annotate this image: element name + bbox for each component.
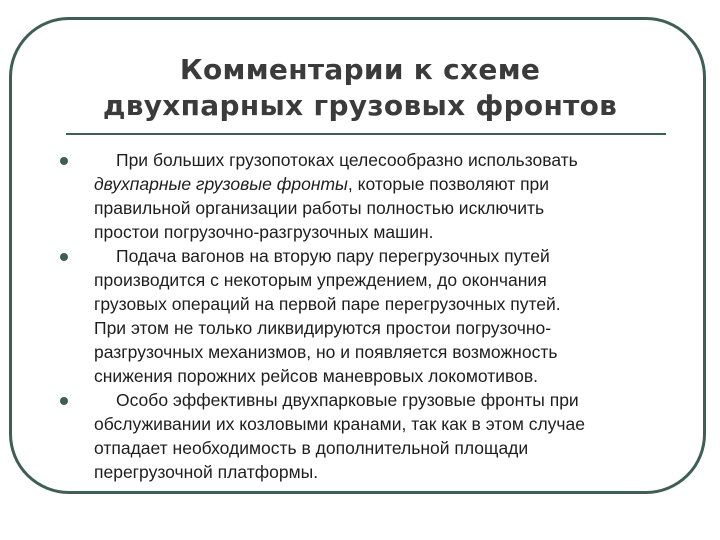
bullet-3-line-3: отпадает необходимость в дополнительной площади	[94, 438, 529, 458]
bullet-1-line-3: правильной организации работы полностью исключить	[94, 198, 545, 218]
bullet-item-3	[60, 388, 670, 484]
bullet-1-italic-term: двухпарные грузовые фронты	[94, 174, 348, 194]
bullet-2-line-3: грузовых операций на первой паре перегрузочных путей.	[94, 294, 561, 314]
bullet-2-line-2: производится с некоторым упреждением, до окончания	[94, 270, 547, 290]
bullet-2-line-1: Подача вагонов на вторую пару перегрузочных путей	[116, 246, 550, 266]
bullet-2-line-6: снижения порожних рейсов маневровых локомотивов.	[94, 366, 539, 386]
bullet-2-line-5: разгрузочных механизмов, но и появляется возможность	[94, 342, 558, 362]
bullet-1-line-1: При больших грузопотоках целесообразно использовать	[116, 150, 578, 170]
bullet-2-line-4: При этом не только ликвидируются простои погрузочно-	[94, 318, 552, 338]
bullet-dot-icon	[60, 157, 68, 165]
bullet-1-line-2-rest: , которые позволяют при	[347, 174, 550, 194]
bullet-3-line-2: обслуживании их козловыми кранами, так как в этом случае	[94, 414, 585, 434]
bullet-3-line-1: Особо эффективны двухпарковые грузовые фронты при	[116, 390, 579, 410]
title-line-1: Комментарии к схеме	[179, 53, 541, 86]
bullet-item-2	[60, 244, 670, 388]
bullet-1-line-2	[94, 172, 670, 196]
title-line-2: двухпарных грузовых фронтов	[102, 89, 618, 122]
bullet-list	[60, 148, 670, 484]
bullet-dot-icon	[60, 397, 68, 405]
bullet-1-line-4: простои погрузочно-разгрузочных машин.	[94, 222, 434, 242]
slide-title	[40, 52, 680, 124]
bullet-3-line-4: перегрузочной платформы.	[94, 462, 319, 482]
title-divider	[66, 133, 666, 135]
bullet-dot-icon	[60, 253, 68, 261]
bullet-item-1	[60, 148, 670, 244]
